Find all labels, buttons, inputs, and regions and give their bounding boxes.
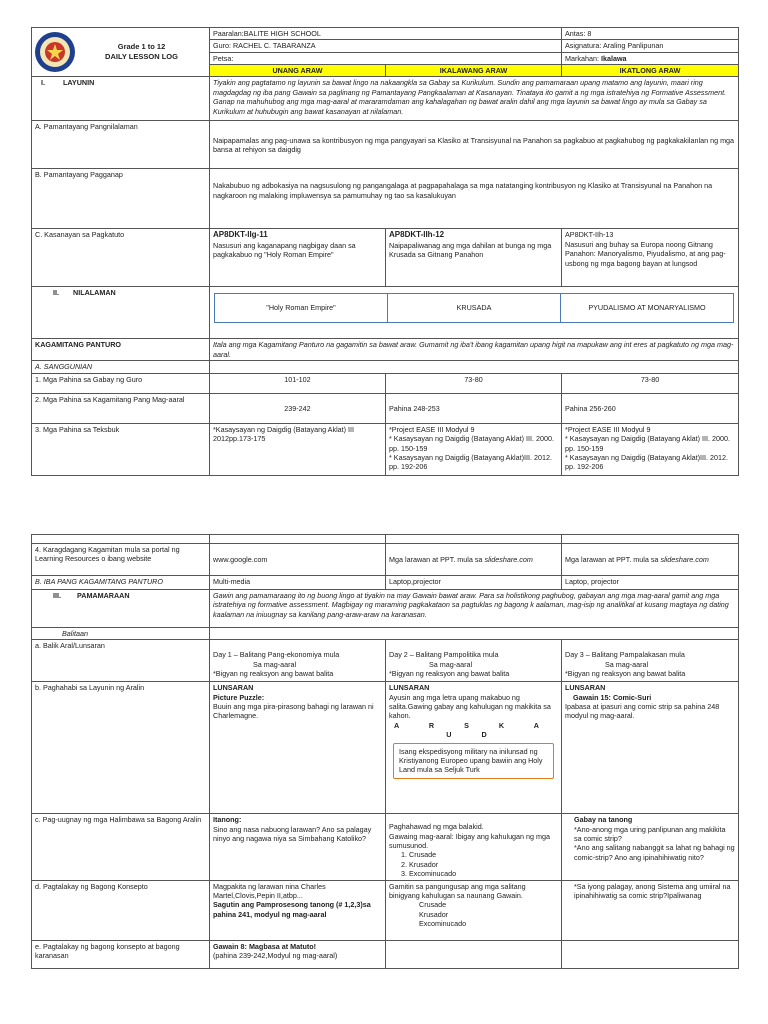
teacher-field: Guro: RACHEL C. TABARANZA	[210, 40, 562, 52]
bagong-konsepto-day1-line1: Gawain 8: Magbasa at Matuto!	[213, 941, 317, 951]
blank-cell	[386, 535, 562, 544]
pamamaraan-num: III.	[53, 591, 61, 600]
list-item: Excominucado	[419, 918, 467, 928]
deped-seal-icon	[34, 31, 76, 73]
kagamitan-text: Itala ang mga Kagamitang Panturo na gagamitin sa bawat araw. Gumamit ng iba't ibang kagamitan upang higit na mapukaw ang int eres at pagkatuto ng mga mag-aaral.	[210, 339, 739, 361]
balitaan-label: Balitaan	[32, 628, 210, 640]
sanggunian-empty	[210, 361, 739, 373]
nilalaman-num: II.	[53, 288, 59, 298]
pagtalakay-day3-line1: *Sa iyong palagay, anong Sistema ang umiiral na ipinahihiwatig sa comic strip?Ipaliwanag	[574, 881, 731, 900]
balik-aral-day2	[386, 640, 562, 682]
paghahabi-day2-head: LUNSARAN	[389, 683, 430, 693]
level-field: Antas: 8	[562, 28, 739, 40]
topic-day1: "Holy Roman Empire"	[215, 294, 388, 321]
topic-day3: PYUDALISMO AT MONARYALISMO	[588, 303, 706, 313]
sanggunian-label: A. SANGGUNIAN	[32, 361, 210, 373]
pag-uugnay-day3-head: Gabay na tanong	[574, 815, 633, 825]
paghahabi-day1-text: Buuin ang mga pira-pirasong bahagi ng larawan ni Charlemagne.	[213, 702, 374, 721]
list-item: 2. Krusador	[409, 860, 558, 869]
pamamaraan-text: Gawin ang pamamaraang ito ng buong lingo at tiyakin na may Gawain bawat araw. Para sa holistikong paghubog, gabayan ang mga mag-aaral gamit ang mga istratehiya ng formative assessment. Magbigay ng maraming pagkakataon sa pagtuklas ng bagong k aalaman, mag-isip ng analitikal at kusang magtaya ng dating kaalaman na iniuugnay sa kanilang pang-araw-araw na karanasan.	[210, 590, 739, 628]
lesson-log-page-2	[31, 534, 739, 969]
topic-box	[214, 293, 734, 322]
bagong-konsepto-day1-line2: (pahina 239-242,Modyul ng mag-aaral)	[213, 950, 338, 960]
blank-cell	[32, 535, 210, 544]
pagtalakay-day1-line1: Magpakita ng larawan nina Charles Martel,Clovis,Pepin II,atbp...	[213, 881, 326, 900]
gabay-guro-day1: 101-102	[210, 373, 386, 393]
layunin-label-cell	[32, 77, 210, 121]
pagtalakay-day2	[386, 880, 562, 940]
nilalaman-label-cell	[32, 287, 210, 339]
balik-aral-day3-source: Sa mag-aaral	[605, 659, 649, 669]
paghahabi-day1-head: LUNSARAN	[213, 683, 254, 693]
paghahabi-day3-text: Ipabasa at ipasuri ang comic strip sa pahina 248 modyul ng mag-aaral.	[565, 702, 720, 721]
pag-uugnay-day3	[562, 814, 739, 880]
balik-aral-day1-title: Day 1 – Balitang Pang-ekonomiya mula	[213, 650, 340, 660]
pag-uugnay-day2-line2: Gawaing mag-aaral: Ibigay ang kahulugan ng mga sumusunod.	[389, 831, 551, 851]
gabay-guro-day2: 73-80	[386, 373, 562, 393]
quarter-value: Ikalawa	[600, 53, 627, 63]
quarter-field	[562, 52, 739, 64]
balik-aral-day1-source: Sa mag-aaral	[253, 659, 297, 669]
kasanayan-day1-code: AP8DKT-IIg-11	[213, 230, 268, 240]
pamamaraan-label-cell	[32, 590, 210, 628]
teksbuk-day3: *Project EASE III Modyul 9 * Kasaysayan ng Daigdig (Batayang Aklat) III. 2000. pp. 150-159 * Kasaysayan ng Daigdig (Batayang Aklat)III. 2012. pp. 192-206	[562, 423, 739, 475]
karagdagang-day3-site: slideshare.com	[660, 554, 709, 564]
list-item: 1. Crusade	[409, 850, 558, 859]
pagtalakay-label: d. Pagtalakay ng Bagong Konsepto	[32, 880, 210, 940]
paghahabi-label: b. Paghahabi sa Layunin ng Aralin	[32, 682, 210, 814]
layunin-label: LAYUNIN	[63, 78, 95, 88]
karagdagang-day3	[562, 544, 739, 576]
day1-header: UNANG ARAW	[210, 65, 386, 77]
pangnilalaman-text: Naipapamalas ang pag-unawa sa kontribusyon ng mga pangyayari sa Klasiko at Transisyunal na Panahon sa pagkabuo at pagkahubog ng pagkakakilanlan ng mga bansa at rehiyon sa daigdig	[210, 121, 739, 169]
iba-pang-label: B. IBA PANG KAGAMITANG PANTURO	[32, 576, 210, 590]
pagtalakay-day2-line1: Gamitin sa pangungusap ang mga salitang binigyang kahulugan sa naunang Gawain.	[389, 881, 526, 900]
teksbuk-day1: *Kasaysayan ng Daigdig (Batayang Aklat) III 2012pp.173-175	[210, 423, 386, 475]
iba-pang-day2: Laptop,projector	[386, 576, 562, 590]
header-logo-cell	[32, 28, 210, 77]
kasanayan-day2-code: AP8DKT-IIh-12	[389, 230, 445, 240]
pagtalakay-day3	[562, 880, 739, 940]
scrambled-letters: A R S K A U D	[393, 720, 553, 740]
kasanayan-day3-code: AP8DKT-IIh-13	[565, 230, 614, 240]
grade-label: Grade 1 to 12	[117, 42, 166, 52]
pamamaraan-label: PAMAMARAAN	[77, 591, 130, 600]
kasanayan-day3	[562, 229, 739, 287]
kagamitang-mag-aaral-day3: Pahina 256-260	[562, 393, 739, 423]
balik-aral-day3-note: *Bigyan ng reaksyon ang bawat balita	[565, 669, 686, 679]
bagong-konsepto-day3	[562, 940, 739, 968]
pagtalakay-day1-line2: Sagutin ang Pamprosesong tanong (# 1,2,3)sa pahina 241, modyul ng mag-aaral	[213, 900, 371, 919]
layunin-num: I.	[41, 78, 45, 88]
paghahabi-day3-head: LUNSARAN	[565, 683, 606, 693]
balitaan-empty	[210, 628, 739, 640]
paghahabi-day3-sub: Gawain 15: Comic-Suri	[573, 692, 652, 702]
pag-uugnay-day3-line1: *Ano-anong mga uring panlipunan ang makikita sa comic strip?	[574, 824, 726, 844]
pag-uugnay-day1-head: Itanong:	[213, 815, 242, 825]
kasanayan-day3-text: Nasusuri ang buhay sa Europa noong Gitnang Panahon: Manoryalismo, Piyudalismo, at ang pag-usbong ng mga bagong bayan at lungsod	[565, 239, 726, 268]
gabay-guro-label: 1. Mga Pahina sa Gabay ng Guro	[32, 373, 210, 393]
paghahabi-day1	[210, 682, 386, 814]
balik-aral-day1	[210, 640, 386, 682]
pagganap-text: Nakabubuo ng adbokasiya na nagsusulong ng pangangalaga at pagpapahalaga sa mga natatanging kontribusyon ng Klasiko at Transisyunal na Panahon na nagkaroon ng malaking impluwensya sa pamumuhay ng tao sa kasalukuyan	[210, 169, 739, 229]
kasanayan-day2	[386, 229, 562, 287]
lesson-log-page-1	[31, 27, 739, 476]
balik-aral-day3-title: Day 3 – Balitang Pampalakasan mula	[565, 650, 685, 660]
nilalaman-label: NILALAMAN	[73, 288, 116, 298]
balik-aral-day3	[562, 640, 739, 682]
balik-aral-label: a. Balik Aral/Lunsaran	[32, 640, 210, 682]
bagong-konsepto-day1	[210, 940, 386, 968]
blank-cell	[562, 535, 739, 544]
bagong-konsepto-day2	[386, 940, 562, 968]
kagamitang-mag-aaral-day2: Pahina 248-253	[386, 393, 562, 423]
pagganap-label: B. Pamantayang Pagganap	[32, 169, 210, 229]
karagdagang-day2-site: slideshare.com	[484, 554, 533, 564]
kasanayan-label: C. Kasanayan sa Pagkatuto	[32, 229, 210, 287]
pag-uugnay-day1-text: Sino ang nasa nabuong larawan? Ano sa palagay ninyo ang nagawa niya sa Simbahang Katoliko?	[213, 824, 372, 844]
kagamitang-mag-aaral-label: 2. Mga Pahina sa Kagamitang Pang Mag-aaral	[32, 393, 210, 423]
balik-aral-day2-title: Day 2 – Balitang Pampolitika mula	[389, 650, 499, 660]
list-item: Crusade	[419, 900, 447, 910]
day3-header: IKATLONG ARAW	[562, 65, 739, 77]
kasanayan-day2-text: Naipapaliwanag ang mga dahilan at bunga ng mga Krusada sa Gitnang Panahon	[389, 240, 552, 260]
karagdagang-day3-text: Mga larawan at PPT. mula sa	[565, 554, 661, 564]
kagamitang-mag-aaral-day1: 239-242	[210, 393, 386, 423]
paghahabi-day1-sub: Picture Puzzle:	[213, 692, 265, 702]
pangnilalaman-label: A. Pamantayang Pangnilalaman	[32, 121, 210, 169]
pagtalakay-day1	[210, 880, 386, 940]
teksbuk-day2: *Project EASE III Modyul 9 * Kasaysayan ng Daigdig (Batayang Aklat) III. 2000. pp. 150-159 * Kasaysayan ng Daigdig (Batayang Aklat)III. 2012. pp. 192-206	[386, 423, 562, 475]
list-item: Krusador	[419, 909, 449, 919]
balik-aral-day1-note: *Bigyan ng reaksyon ang bawat balita	[213, 669, 334, 679]
layunin-text: Tiyakin ang pagtatamo ng layunin sa bawat lingo na nakaangkla sa Gabay sa Kurikulum. Sundin ang pamamaraan upang matamo ang layunin, maari ring magdagdag ng iba pang Gawain sa paglinang ng Pamantayang Pangkaalaman at Kasanayan. Tinataya ito gamit a ng mga istratehiya ng Formative Assessment. Ganap na mahuhubog ang mga mag-aaral at mararamdaman ang kahalagahan ng bawat aralin dahil ang mga layunin sa bawat lingo ay mula sa Gabay sa Kurikulum at huhubugin ang bawat kasanayan at nilalaman.	[210, 77, 739, 121]
nilalaman-topics-cell	[210, 287, 739, 339]
paghahabi-day2-text: Ayusin ang mga letra upang makabuo ng salita.Gawing gabay ang kahulugan ng makikita sa kahon.	[389, 692, 551, 721]
subject-field: Asignatura: Araling Panlipunan	[562, 40, 739, 52]
kagamitan-label: KAGAMITANG PANTURO	[32, 339, 210, 361]
topic-day2: KRUSADA	[388, 294, 561, 321]
blank-cell	[210, 535, 386, 544]
quarter-label: Markahan:	[565, 53, 601, 63]
day2-header: IKALAWANG ARAW	[386, 65, 562, 77]
date-field: Petsa:	[210, 52, 562, 64]
bagong-konsepto-label: e. Pagtalakay ng bagong konsepto at bagong karanasan	[32, 940, 210, 968]
paghahabi-day3	[562, 682, 739, 814]
iba-pang-day3: Laptop, projector	[562, 576, 739, 590]
paghahabi-day2	[386, 682, 562, 814]
gabay-guro-day3: 73-80	[562, 373, 739, 393]
pag-uugnay-day2-list	[389, 850, 558, 878]
kasanayan-day1	[210, 229, 386, 287]
pag-uugnay-day2-line1: Paghahawad ng mga balakid.	[389, 822, 484, 832]
balik-aral-day2-source: Sa mag-aaral	[429, 659, 473, 669]
kasanayan-day1-text: Nasusuri ang kaganapang nagbigay daan sa pagkakabuo ng "Holy Roman Empire"	[213, 240, 356, 260]
karagdagang-day2	[386, 544, 562, 576]
pag-uugnay-day3-line2: *Ano ang salitang nabanggit sa lahat ng bahagi ng comic-strip? Ano ang ipinahihiwatig nito?	[574, 843, 735, 862]
list-item: 3. Excominucado	[409, 869, 558, 878]
balik-aral-day2-note: *Bigyan ng reaksyon ang bawat balita	[389, 669, 510, 679]
iba-pang-day1: Multi-media	[210, 576, 386, 590]
pag-uugnay-day2	[386, 814, 562, 880]
karagdagang-day2-text: Mga larawan at PPT. mula sa	[389, 554, 485, 564]
log-title: DAILY LESSON LOG	[105, 52, 178, 62]
pag-uugnay-label: c. Pag-uugnay ng mga Halimbawa sa Bagong Aralin	[32, 814, 210, 880]
teksbuk-label: 3. Mga Pahina sa Teksbuk	[32, 423, 210, 475]
school-field: Paaralan:BALITE HIGH SCHOOL	[210, 28, 562, 40]
pag-uugnay-day1	[210, 814, 386, 880]
definition-box: Isang ekspedisyong military na inilunsad ng Kristiyanong Europeo upang bawiin ang Holy Land mula sa Seljuk Turk	[393, 743, 554, 779]
karagdagang-label: 4. Karagdagang Kagamitan mula sa portal ng Learning Resources o ibang website	[32, 544, 210, 576]
karagdagang-day1: www.google.com	[210, 544, 386, 576]
